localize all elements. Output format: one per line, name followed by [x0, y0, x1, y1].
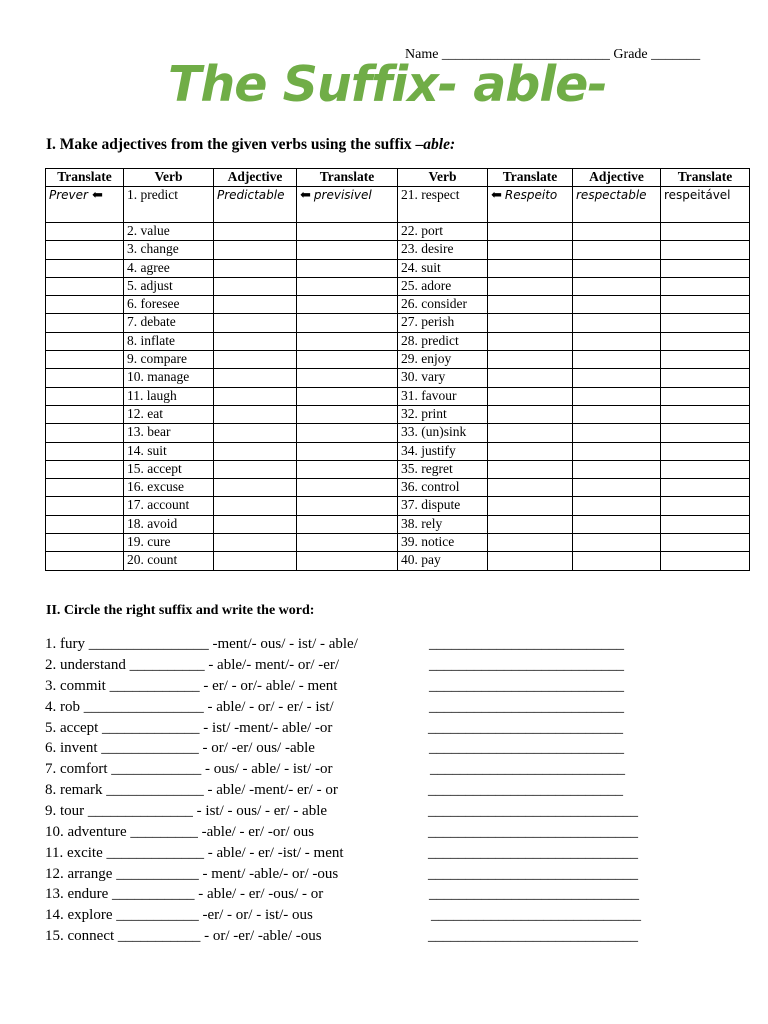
verb-cell: 35. regret [398, 460, 488, 478]
translate-cell[interactable] [488, 515, 573, 533]
table-row [46, 187, 750, 223]
translate-cell[interactable] [488, 479, 573, 497]
exercise-item [45, 738, 624, 758]
table-row [46, 241, 750, 259]
translate-cell[interactable] [488, 296, 573, 314]
verb-cell: 30. vary [398, 369, 488, 387]
translate-cell[interactable] [661, 552, 750, 570]
adjective-cell[interactable] [214, 259, 297, 277]
adjective-cell[interactable] [214, 552, 297, 570]
verb-cell: 25. adore [398, 277, 488, 295]
section1-heading-text: I. Make adjectives from the given verbs using the suffix – [46, 136, 424, 153]
translate-cell[interactable] [661, 442, 750, 460]
verb-cell: 23. desire [398, 241, 488, 259]
verb-cell: 37. dispute [398, 497, 488, 515]
translate-cell[interactable] [661, 405, 750, 423]
col-header-verb: Verb [124, 169, 214, 187]
arrow-left-icon: ⬅ [491, 187, 502, 202]
arrow-left-icon: ⬅ [91, 187, 103, 202]
verb-cell: 22. port [398, 223, 488, 241]
verb-cell: 20. count [124, 552, 214, 570]
exercise-prompt[interactable]: 9. tour ______________ - ist/ - ous/ - er/ - able [45, 803, 328, 819]
translate-cell[interactable] [297, 552, 398, 570]
exercise-item [45, 843, 638, 863]
exercise-item [45, 801, 638, 821]
verb-cell: 17. account [124, 497, 214, 515]
adjective-cell[interactable] [573, 460, 661, 478]
table-row [46, 223, 750, 241]
translate-cell[interactable] [488, 552, 573, 570]
adjective-cell[interactable] [214, 351, 297, 369]
verb-cell: 12. eat [124, 405, 214, 423]
example-translate-mid-cell [297, 187, 398, 223]
table-row [46, 351, 750, 369]
translate-cell[interactable] [297, 534, 398, 552]
adjective-cell[interactable] [573, 296, 661, 314]
translate-cell[interactable] [297, 405, 398, 423]
translate-cell[interactable] [661, 369, 750, 387]
verb-cell: 3. change [124, 241, 214, 259]
answer-line[interactable]: ____________________________ [428, 824, 638, 840]
translate-cell[interactable] [297, 424, 398, 442]
exercise-item [45, 634, 624, 654]
example-translate-far-cell [661, 187, 750, 223]
adjective-cell[interactable] [573, 405, 661, 423]
table-row [46, 405, 750, 423]
arrow-left-icon: ⬅ [300, 187, 311, 202]
col-header-verb: Verb [398, 169, 488, 187]
verb-cell: 10. manage [124, 369, 214, 387]
table-row [46, 460, 750, 478]
translate-cell[interactable] [297, 460, 398, 478]
verb-cell: 15. accept [124, 460, 214, 478]
verb-cell: 29. enjoy [398, 351, 488, 369]
verb-cell: 40. pay [398, 552, 488, 570]
verb-cell: 1. predict [124, 187, 214, 223]
adjective-cell[interactable] [573, 442, 661, 460]
translate-cell[interactable] [297, 479, 398, 497]
verb-cell: 26. consider [398, 296, 488, 314]
exercise-prompt[interactable]: 3. commit ____________ - er/ - or/- able/ - ment [45, 678, 338, 694]
answer-line[interactable]: __________________________ [428, 720, 623, 736]
section2-heading: II. Circle the right suffix and write the word: [46, 603, 315, 618]
verb-cell: 19. cure [124, 534, 214, 552]
adjective-cell[interactable] [573, 534, 661, 552]
translate-cell[interactable] [488, 534, 573, 552]
exercise-item [45, 676, 624, 696]
example-adjective-right: respectable [576, 188, 647, 202]
translate-cell[interactable] [46, 534, 124, 552]
adjective-cell[interactable] [214, 534, 297, 552]
table-row [46, 369, 750, 387]
table-row [46, 314, 750, 332]
translate-cell[interactable] [297, 515, 398, 533]
adjective-cell[interactable] [573, 332, 661, 350]
translate-cell[interactable] [46, 351, 124, 369]
answer-line[interactable]: ____________________________ [429, 886, 639, 902]
answer-line[interactable]: __________________________ [429, 657, 624, 673]
translate-cell[interactable] [297, 277, 398, 295]
table-header-row [46, 169, 750, 187]
exercise-prompt[interactable]: 10. adventure _________ -able/ - er/ -or/ ous [45, 824, 315, 840]
adjective-cell[interactable] [573, 241, 661, 259]
translate-cell[interactable] [297, 497, 398, 515]
translate-cell[interactable] [46, 296, 124, 314]
adjective-cell[interactable] [214, 405, 297, 423]
translate-cell[interactable] [297, 223, 398, 241]
translate-cell[interactable] [488, 369, 573, 387]
verb-cell: 39. notice [398, 534, 488, 552]
translate-cell[interactable] [488, 442, 573, 460]
exercise-item [45, 822, 638, 842]
adjective-cell[interactable] [214, 314, 297, 332]
table-row [46, 442, 750, 460]
translate-cell[interactable] [46, 277, 124, 295]
translate-cell[interactable] [661, 424, 750, 442]
translate-cell[interactable] [46, 552, 124, 570]
exercise-prompt[interactable]: 8. remark _____________ - able/ -ment/- er/ - or [45, 782, 338, 798]
translate-cell[interactable] [661, 479, 750, 497]
translate-cell[interactable] [297, 332, 398, 350]
translate-cell[interactable] [46, 515, 124, 533]
table-row [46, 552, 750, 570]
translate-cell[interactable] [661, 332, 750, 350]
exercise-prompt[interactable]: 2. understand __________ - able/- ment/- or/ -er/ [45, 657, 340, 673]
translate-cell[interactable] [46, 460, 124, 478]
translate-cell[interactable] [46, 405, 124, 423]
adjective-cell[interactable] [573, 424, 661, 442]
translate-cell[interactable] [46, 241, 124, 259]
table-row [46, 332, 750, 350]
translate-cell[interactable] [297, 387, 398, 405]
verb-cell: 2. value [124, 223, 214, 241]
verb-cell: 16. excuse [124, 479, 214, 497]
adjective-cell[interactable] [573, 479, 661, 497]
exercise-prompt[interactable]: 12. arrange ___________ - ment/ -able/- or/ -ous [45, 866, 339, 882]
adjective-cell[interactable] [573, 497, 661, 515]
translate-cell[interactable] [297, 241, 398, 259]
example-translate-cell [46, 187, 124, 223]
adjective-cell[interactable] [214, 424, 297, 442]
col-header-translate: Translate [297, 169, 398, 187]
verb-cell: 24. suit [398, 259, 488, 277]
verb-cell: 34. justify [398, 442, 488, 460]
example-adjective-right-cell [573, 187, 661, 223]
translate-cell[interactable] [488, 405, 573, 423]
translate-cell[interactable] [297, 314, 398, 332]
answer-line[interactable]: ____________________________ [428, 866, 638, 882]
verb-cell: 28. predict [398, 332, 488, 350]
adjective-cell[interactable] [214, 442, 297, 460]
answer-line[interactable]: __________________________ [429, 699, 624, 715]
adjective-cell[interactable] [214, 241, 297, 259]
verb-cell: 32. print [398, 405, 488, 423]
adjective-cell[interactable] [214, 515, 297, 533]
translate-cell[interactable] [297, 259, 398, 277]
adjective-cell[interactable] [573, 277, 661, 295]
answer-line[interactable]: ____________________________ [428, 803, 638, 819]
translate-cell[interactable] [488, 241, 573, 259]
col-header-translate: Translate [488, 169, 573, 187]
exercise-item [45, 905, 641, 925]
translate-cell[interactable] [661, 387, 750, 405]
verb-cell: 11. laugh [124, 387, 214, 405]
exercise-prompt[interactable]: 5. accept _____________ - ist/ -ment/- able/ -or [45, 720, 333, 736]
verb-cell: 27. perish [398, 314, 488, 332]
exercise-item [45, 697, 624, 717]
answer-line[interactable]: __________________________ [428, 782, 623, 798]
exercise-item [45, 655, 624, 675]
adjective-cell[interactable] [573, 314, 661, 332]
table-row [46, 497, 750, 515]
col-header-adjective: Adjective [573, 169, 661, 187]
translate-cell[interactable] [297, 351, 398, 369]
translate-cell[interactable] [46, 497, 124, 515]
exercise-item [45, 759, 625, 779]
adjective-cell[interactable] [573, 351, 661, 369]
translate-cell[interactable] [46, 223, 124, 241]
exercise-item [45, 884, 639, 904]
translate-cell[interactable] [661, 277, 750, 295]
translate-cell[interactable] [46, 259, 124, 277]
exercise-prompt[interactable]: 7. comfort ____________ - ous/ - able/ - ist/ -or [45, 761, 333, 777]
adjective-cell[interactable] [573, 223, 661, 241]
translate-cell[interactable] [488, 497, 573, 515]
translate-cell[interactable] [488, 351, 573, 369]
adjective-cell[interactable] [573, 259, 661, 277]
adjective-cell[interactable] [214, 296, 297, 314]
table-row [46, 534, 750, 552]
adjective-cell[interactable] [214, 497, 297, 515]
adjective-cell[interactable] [573, 369, 661, 387]
table-row [46, 259, 750, 277]
verb-cell: 31. favour [398, 387, 488, 405]
translate-cell[interactable] [488, 387, 573, 405]
answer-line[interactable]: __________________________ [429, 740, 624, 756]
translate-cell[interactable] [661, 259, 750, 277]
col-header-adjective: Adjective [214, 169, 297, 187]
adjective-cell[interactable] [214, 223, 297, 241]
translate-cell[interactable] [661, 515, 750, 533]
verb-cell: 38. rely [398, 515, 488, 533]
exercise-prompt[interactable]: 15. connect ___________ - or/ -er/ -able/ -ous [45, 928, 322, 944]
translate-cell[interactable] [297, 442, 398, 460]
translate-cell[interactable] [46, 314, 124, 332]
answer-line[interactable]: ____________________________ [431, 907, 641, 923]
exercise-item [45, 780, 623, 800]
verb-cell: 21. respect [398, 187, 488, 223]
table-row [46, 424, 750, 442]
exercise-prompt[interactable]: 11. excite _____________ - able/ - er/ -ist/ - ment [45, 845, 344, 861]
adjective-cell[interactable] [214, 460, 297, 478]
adjective-cell[interactable] [573, 387, 661, 405]
exercise-item [45, 718, 623, 738]
translate-cell[interactable] [46, 479, 124, 497]
translate-cell[interactable] [488, 223, 573, 241]
verb-cell: 7. debate [124, 314, 214, 332]
translate-cell[interactable] [488, 460, 573, 478]
verb-cell: 9. compare [124, 351, 214, 369]
verb-cell: 5. adjust [124, 277, 214, 295]
table-row [46, 277, 750, 295]
table-row [46, 515, 750, 533]
translate-cell[interactable] [488, 424, 573, 442]
section1-heading-suffix: able: [423, 136, 456, 153]
col-header-translate: Translate [661, 169, 750, 187]
table-row [46, 296, 750, 314]
verb-cell: 33. (un)sink [398, 424, 488, 442]
verb-cell: 14. suit [124, 442, 214, 460]
verb-cell: 18. avoid [124, 515, 214, 533]
answer-line[interactable]: __________________________ [430, 761, 625, 777]
translate-cell[interactable] [46, 442, 124, 460]
exercise-prompt[interactable]: 14. explore ___________ -er/ - or/ - ist/- ous [45, 907, 313, 923]
adjective-cell[interactable] [214, 277, 297, 295]
exercise-item [45, 864, 638, 884]
example-translate-far: respeitável [664, 188, 731, 202]
section1-heading [46, 136, 455, 154]
name-grade-line[interactable]: Name ________________________ Grade _______ [405, 47, 701, 62]
worksheet-title: The Suffix- able- [168, 56, 607, 113]
translate-cell[interactable] [46, 332, 124, 350]
table-row [46, 479, 750, 497]
exercise-prompt[interactable]: 4. rob ________________ - able/ - or/ - er/ - ist/ [45, 699, 334, 715]
verb-adjective-table [45, 168, 750, 571]
table-row [46, 387, 750, 405]
example-adjective-cell [214, 187, 297, 223]
translate-cell[interactable] [661, 296, 750, 314]
example-translate-right-cell [488, 187, 573, 223]
answer-line[interactable]: ____________________________ [428, 928, 638, 944]
adjective-cell[interactable] [214, 479, 297, 497]
translate-cell[interactable] [488, 277, 573, 295]
verb-cell: 13. bear [124, 424, 214, 442]
translate-cell[interactable] [661, 534, 750, 552]
translate-cell[interactable] [488, 314, 573, 332]
answer-line[interactable]: ____________________________ [428, 845, 638, 861]
translate-cell[interactable] [297, 296, 398, 314]
adjective-cell[interactable] [214, 332, 297, 350]
adjective-cell[interactable] [573, 515, 661, 533]
answer-line[interactable]: __________________________ [429, 636, 624, 652]
example-translate-mid: previsivel [313, 188, 372, 202]
translate-cell[interactable] [661, 351, 750, 369]
verb-cell: 6. foresee [124, 296, 214, 314]
exercise-prompt[interactable]: 6. invent _____________ - or/ -er/ ous/ -able [45, 740, 315, 756]
exercise-prompt[interactable]: 13. endure ___________ - able/ - er/ -ous/ - or [45, 886, 324, 902]
verb-cell: 36. control [398, 479, 488, 497]
translate-cell[interactable] [661, 223, 750, 241]
answer-line[interactable]: __________________________ [429, 678, 624, 694]
translate-cell[interactable] [46, 387, 124, 405]
exercise-prompt[interactable]: 1. fury ________________ -ment/- ous/ - ist/ - able/ [45, 636, 358, 652]
verb-cell: 8. inflate [124, 332, 214, 350]
exercise-item [45, 926, 638, 946]
translate-cell[interactable] [46, 424, 124, 442]
translate-cell[interactable] [661, 460, 750, 478]
translate-cell[interactable] [488, 259, 573, 277]
translate-cell[interactable] [46, 369, 124, 387]
translate-cell[interactable] [488, 332, 573, 350]
adjective-cell[interactable] [214, 369, 297, 387]
example-adjective-left: Predictable [217, 188, 285, 202]
adjective-cell[interactable] [214, 387, 297, 405]
example-translate-left: Prever [49, 188, 88, 202]
translate-cell[interactable] [661, 497, 750, 515]
example-translate-right: Respeito [504, 188, 558, 202]
adjective-cell[interactable] [573, 552, 661, 570]
translate-cell[interactable] [297, 369, 398, 387]
translate-cell[interactable] [661, 241, 750, 259]
translate-cell[interactable] [661, 314, 750, 332]
col-header-translate: Translate [46, 169, 124, 187]
verb-cell: 4. agree [124, 259, 214, 277]
